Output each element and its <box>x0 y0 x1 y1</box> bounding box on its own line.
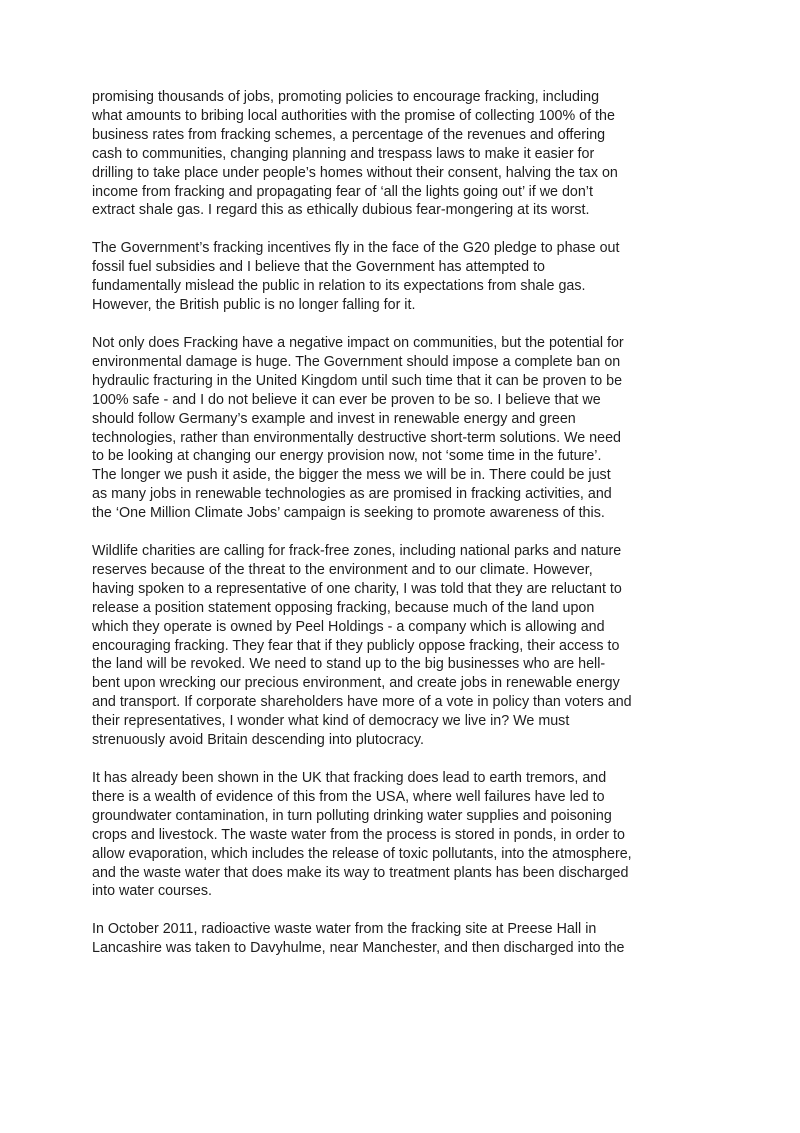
text-line: income from fracking and propagating fear of ‘all the lights going out’ if we don’t <box>92 183 593 200</box>
text-line: fossil fuel subsidies and I believe that the Government has attempted to <box>92 259 545 276</box>
text-line: extract shale gas. I regard this as ethically dubious fear-mongering at its worst. <box>92 202 590 219</box>
paragraph-earth-tremors <box>92 769 712 901</box>
text-line: should follow Germany’s example and invest in renewable energy and green <box>92 410 576 427</box>
text-line: the land will be revoked. We need to stand up to the big businesses who are hell- <box>92 656 606 673</box>
text-line: It has already been shown in the UK that fracking does lead to earth tremors, and <box>92 770 607 786</box>
text-line: environmental damage is huge. The Government should impose a complete ban on <box>92 353 621 370</box>
text-line: However, the British public is no longer falling for it. <box>92 297 416 314</box>
text-line: there is a wealth of evidence of this from the USA, where well failures have led to <box>92 788 605 805</box>
text-line: The longer we push it aside, the bigger the mess we will be in. There could be just <box>92 467 611 484</box>
text-line: their representatives, I wonder what kind of democracy we live in? We must <box>92 713 570 730</box>
text-line: encouraging fracking. They fear that if they publicly oppose fracking, their access to <box>92 637 620 654</box>
text-line: release a position statement opposing fracking, because much of the land upon <box>92 599 595 616</box>
text-line: Wildlife charities are calling for frack-free zones, including national parks and nature <box>92 543 622 560</box>
text-line: strenuously avoid Britain descending into plutocracy. <box>92 732 424 749</box>
text-line: hydraulic fracturing in the United Kingdom until such time that it can be proven to be <box>92 372 623 389</box>
text-line: cash to communities, changing planning and trespass laws to make it easier for <box>92 145 595 162</box>
text-line: fundamentally mislead the public in relation to its expectations from shale gas. <box>92 278 586 295</box>
text-line: which they operate is owned by Peel Holdings - a company which is allowing and <box>92 618 605 635</box>
text-line: and the waste water that does make its way to treatment plants has been discharged <box>92 864 629 881</box>
text-line: The Government’s fracking incentives fly in the face of the G20 pledge to phase out <box>92 240 620 257</box>
text-line: allow evaporation, which includes the release of toxic pollutants, into the atmosphere, <box>92 845 632 862</box>
text-line: groundwater contamination, in turn polluting drinking water supplies and poisoning <box>92 807 612 824</box>
paragraph-fracking-promotion <box>92 88 712 220</box>
paragraph-wildlife-charities <box>92 542 712 750</box>
text-line: 100% safe - and I do not believe it can ever be proven to be so. I believe that we <box>92 391 601 408</box>
text-line: promising thousands of jobs, promoting policies to encourage fracking, including <box>92 89 600 105</box>
text-line: technologies, rather than environmentally destructive short-term solutions. We need <box>92 429 621 446</box>
paragraph-preese-hall <box>92 920 712 958</box>
text-line: In October 2011, radioactive waste water from the fracking site at Preese Hall in <box>92 921 597 938</box>
text-line: into water courses. <box>92 883 212 900</box>
text-line: crops and livestock. The waste water from the process is stored in ponds, in order to <box>92 826 625 843</box>
document-body <box>92 88 712 977</box>
text-line: business rates from fracking schemes, a percentage of the revenues and offering <box>92 126 606 143</box>
text-line: as many jobs in renewable technologies as are promised in fracking activities, and <box>92 486 612 503</box>
text-line: Not only does Fracking have a negative impact on communities, but the potential for <box>92 334 624 351</box>
text-line: Lancashire was taken to Davyhulme, near Manchester, and then discharged into the <box>92 940 625 957</box>
text-line: having spoken to a representative of one charity, I was told that they are reluctant to <box>92 580 622 597</box>
text-line: drilling to take place under people’s homes without their consent, halving the tax on <box>92 164 618 181</box>
paragraph-environmental-damage <box>92 334 712 523</box>
text-line: and transport. If corporate shareholders have more of a vote in policy than voters and <box>92 694 632 711</box>
text-line: reserves because of the threat to the environment and to our climate. However, <box>92 561 593 578</box>
paragraph-government-incentives <box>92 239 712 315</box>
text-line: to be looking at changing our energy provision now, not ‘some time in the future’. <box>92 448 602 465</box>
text-line: the ‘One Million Climate Jobs’ campaign is seeking to promote awareness of this. <box>92 505 605 522</box>
text-line: bent upon wrecking our precious environment, and create jobs in renewable energy <box>92 675 620 692</box>
text-line: what amounts to bribing local authorities with the promise of collecting 100% of the <box>92 107 615 124</box>
